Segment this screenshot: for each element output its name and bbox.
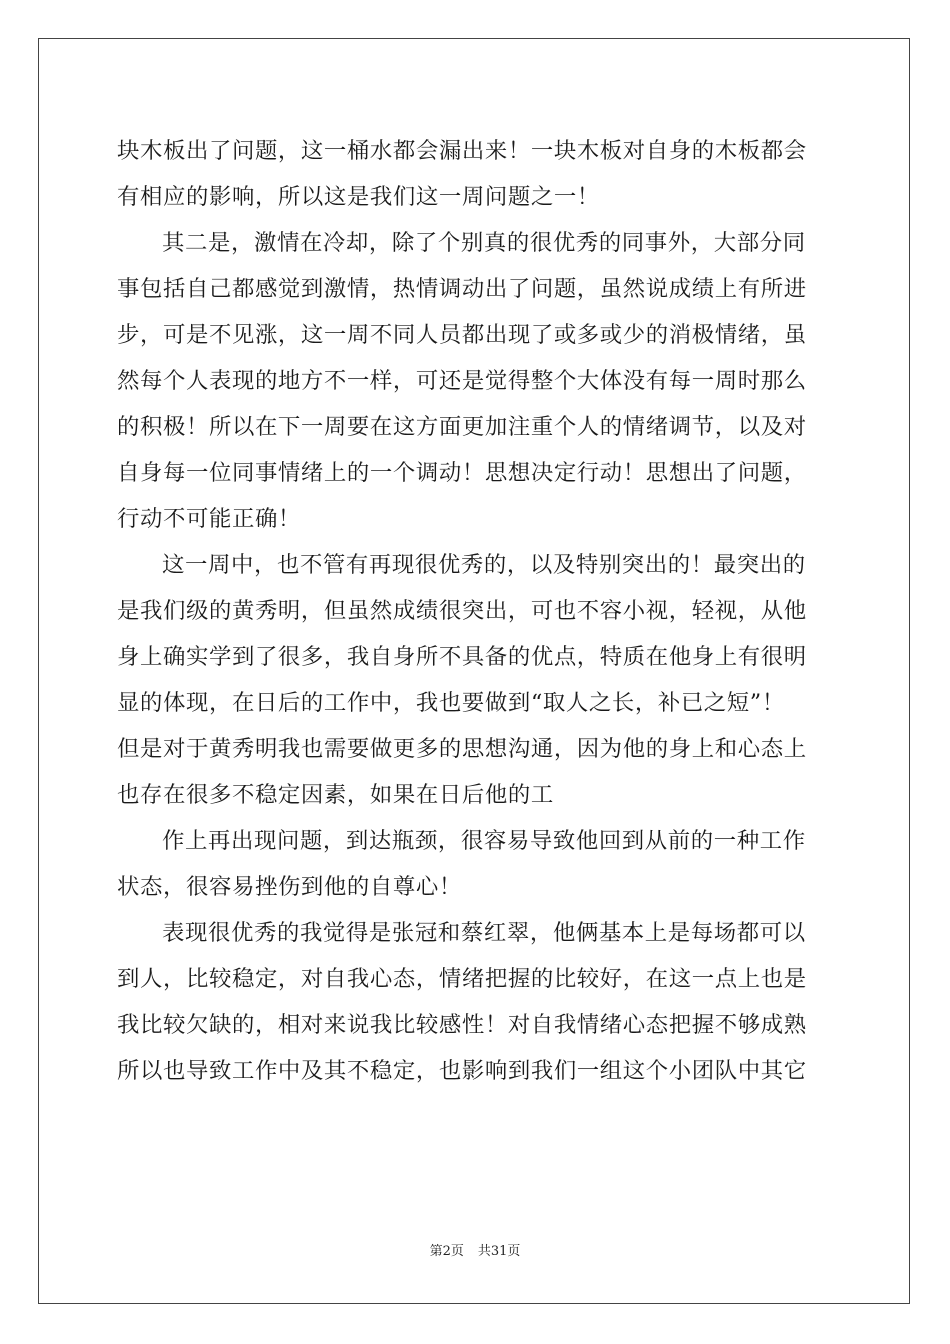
text-line: 显的体现，在日后的工作中，我也要做到“取人之长，补已之短”！ bbox=[117, 690, 785, 716]
paragraph-start-line: 其二是，激情在冷却，除了个别真的很优秀的同事外，大部分同 bbox=[162, 230, 806, 256]
text-line: 块木板出了问题，这一桶水都会漏出来！一块木板对自身的木板都会 bbox=[117, 138, 807, 164]
text-line: 然每个人表现的地方不一样，可还是觉得整个大体没有每一周时那么 bbox=[117, 368, 807, 394]
text-line: 事包括自己都感觉到激情，热情调动出了问题，虽然说成绩上有所进 bbox=[117, 276, 807, 302]
text-line: 自身每一位同事情绪上的一个调动！思想决定行动！思想出了问题， bbox=[117, 460, 807, 486]
text-line: 我比较欠缺的，相对来说我比较感性！对自我情绪心态把握不够成熟 bbox=[117, 1012, 807, 1038]
text-line: 状态，很容易挫伤到他的自尊心！ bbox=[117, 874, 462, 900]
text-line: 到人，比较稳定，对自我心态，情绪把握的比较好，在这一点上也是 bbox=[117, 966, 807, 992]
paragraph-start-line: 作上再出现问题，到达瓶颈，很容易导致他回到从前的一种工作 bbox=[162, 828, 806, 854]
page-number: 第2页 bbox=[429, 1244, 464, 1259]
page-footer bbox=[0, 1240, 950, 1259]
text-line: 步，可是不见涨，这一周不同人员都出现了或多或少的消极情绪，虽 bbox=[117, 322, 807, 348]
text-line: 身上确实学到了很多，我自身所不具备的优点，特质在他身上有很明 bbox=[117, 644, 807, 670]
text-line: 但是对于黄秀明我也需要做更多的思想沟通，因为他的身上和心态上 bbox=[117, 736, 807, 762]
paragraph-start-line: 表现很优秀的我觉得是张冠和蔡红翠，他俩基本上是每场都可以 bbox=[162, 920, 806, 946]
page-total: 共31页 bbox=[477, 1244, 521, 1259]
text-line: 所以也导致工作中及其不稳定，也影响到我们一组这个小团队中其它 bbox=[117, 1058, 807, 1084]
text-line: 是我们级的黄秀明，但虽然成绩很突出，可也不容小视，轻视，从他 bbox=[117, 598, 807, 624]
text-line: 有相应的影响，所以这是我们这一周问题之一！ bbox=[117, 184, 600, 210]
document-body bbox=[117, 128, 833, 1094]
text-line: 的积极！所以在下一周要在这方面更加注重个人的情绪调节，以及对 bbox=[117, 414, 807, 440]
text-line: 行动不可能正确！ bbox=[117, 506, 301, 532]
text-line: 也存在很多不稳定因素，如果在日后他的工 bbox=[117, 782, 554, 808]
paragraph-start-line: 这一周中，也不管有再现很优秀的，以及特别突出的！最突出的 bbox=[162, 552, 806, 578]
